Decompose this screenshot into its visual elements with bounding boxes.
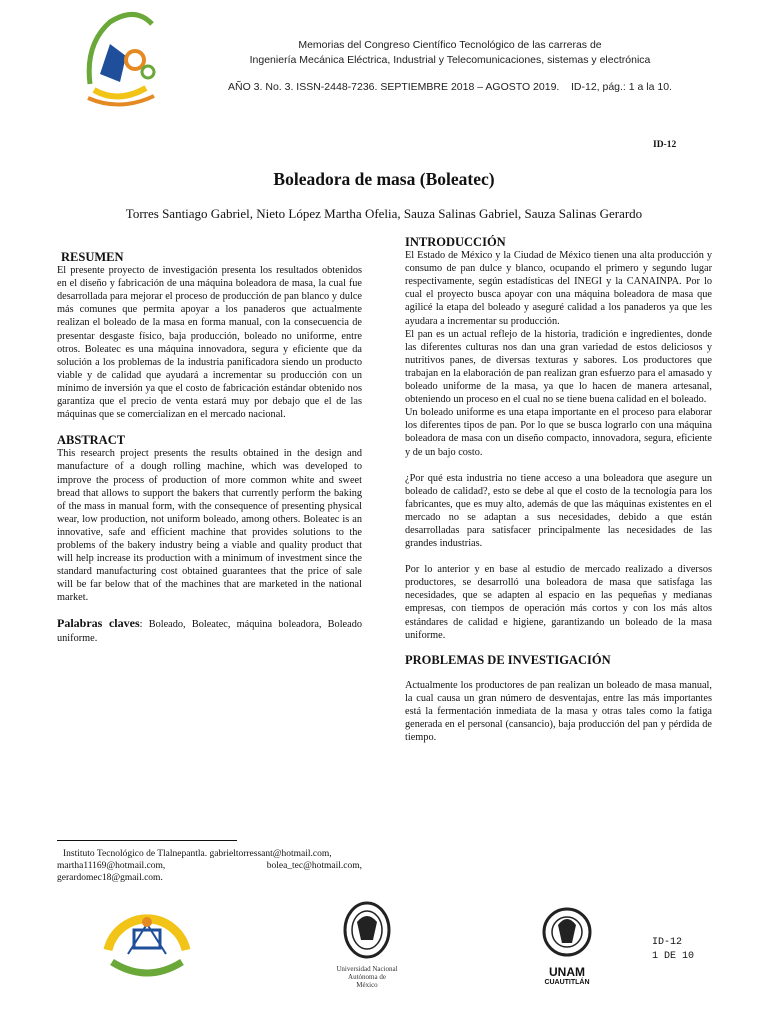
footnote-email-martha: martha11169@hotmail.com, <box>57 860 166 871</box>
header-line-3: AÑO 3. No. 3. ISSN-2448-7236. SEPTIEMBRE 2018 – AGOSTO 2019. ID-12, pág.: 1 a la 10. <box>228 81 672 93</box>
unam-seal-line-1: Universidad Nacional <box>336 965 398 973</box>
paper-id: ID-12 <box>653 140 677 150</box>
journal-header <box>170 38 730 95</box>
page-number: 1 DE 10 <box>652 951 695 962</box>
unam-seal-line-2: Autónoma de <box>348 973 386 981</box>
problems-heading: PROBLEMAS DE INVESTIGACIÓN <box>405 652 611 667</box>
intro-paragraph-1: El Estado de México y la Ciudad de México tienen una alta producción y consumo de pan dulce y blanco, ocupando el primero y segundo lugar respectivamente, según estadísticas del INEGI y la CANAINPA. Por lo cual el proyecto busca apoyar con una máquina boleadora de masa que agilicé la etapa del boleado y aseguré calidad a los panaderos ya que les ayudara a incrementar su producción. <box>405 250 712 327</box>
intro-heading: INTRODUCCIÓN <box>405 235 506 249</box>
unam-seal <box>328 900 406 992</box>
left-column <box>57 251 362 645</box>
cuautitlan-name: UNAM <box>549 965 585 979</box>
intro-paragraph-2: El pan es un actual reflejo de la historia, tradición e ingredientes, donde las diferentes culturas nos dan una gran variedad de estos deliciosos y nutritivos panes, de diversas texturas y sabores. Los productores que trabajan en la elaboración de pan realizan gran esfuerzo para el amasado y boleado uniforme de la masa, ya que lo hacen de manera artesanal, obteniendo un proceso en el cual no se tiene buena calidad en el boleado. <box>405 328 712 406</box>
abstract-text: This research project presents the results obtained in the design and manufacture of a dough rolling machine, which was developed to improve the process of production of more common white and sweet bread that allows to support the bakers that currently perform the baking of the mass in manual form, with the consequence of presenting physical wear, low production, not uniform boleado, among others. Boleatec is an innovative, safe and efficient machine that provides solutions to the problems of the bakery industry being a viable and quality product that will help increase its production with a minimum of investment since the standard manufacturing cost obtained guarantees that the price of sale will be far below that of the machines that are marketed in the national market. <box>57 448 362 604</box>
resumen-heading: RESUMEN <box>61 250 124 264</box>
footnote-line-2 <box>57 861 362 873</box>
cuautitlan-sub: CUAUTITLÁN <box>544 979 590 986</box>
footnote <box>57 849 362 884</box>
keywords-text: : Boleado, Boleatec, máquina boleadora, Boleado uniforme. <box>57 619 362 644</box>
paper-title: Boleadora de masa (Boleatec) <box>273 169 495 189</box>
page-id: ID-12 <box>652 937 683 948</box>
header-line-1: Memorias del Congreso Científico Tecnológico de las carreras de <box>298 39 602 51</box>
footnote-rule <box>57 840 237 841</box>
unam-seal-line-3: México <box>356 981 378 989</box>
intro-paragraph-3: Un boleado uniforme es una etapa importante en el proceso para elaborar los diferentes tipos de pan. Por lo que se busca lograrlo con una máquina boleadora de masa con un diseño compacto, innovadora, segura, eficiente y de un bajo costo. <box>405 407 712 458</box>
right-column <box>405 236 712 744</box>
paper-authors: Torres Santiago Gabriel, Nieto López Martha Ofelia, Sauza Salinas Gabriel, Sauza Salinas Gerardo <box>125 206 643 221</box>
lab-logo <box>98 892 196 987</box>
intro-paragraph-4: ¿Por qué esta industria no tiene acceso a una boleadora que asegure un boleado de calidad?, esto se debe al que el costo de la tecnología para los fabricantes, que es muy alto, además de que las máquinas existentes en el mercado no se adaptan a sus necesidades, debido a que están desarrolladas para satisfacer principalmente las necesidades de las grandes industrias. <box>405 472 712 550</box>
footnote-email-bolea: bolea_tec@hotmail.com, <box>266 860 362 871</box>
congress-logo <box>80 4 158 114</box>
resumen-text: El presente proyecto de investigación presenta los resultados obtenidos en el diseño y fabricación de una máquina boleadora de masa, la cual fue desarrollada para mejorar el proceso de producción de pan blanco y dulce más comunes que permita apoyar a los panaderos que actualmente realizan el boleado de la masa en forma manual, con la consecuencia de presentar desgaste físico, baja producción, boleado no uniforme, entre otros. Boleatec es una máquina innovadora, segura y eficiente que da solución a los problemas de la industria panificadora siendo un producto viable y de calidad que ayudará a incrementar su producción con un mínimo de inversión ya que el costo de fabricación estándar obtenido nos garantiza que el precio de venta estará muy por debajo que el de las máquinas que se comercializan en el mercado nacional. <box>57 265 362 421</box>
footnote-line-3: gerardomec18@gmail.com. <box>57 872 163 883</box>
footnote-line-1: Instituto Tecnológico de Tlalnepantla. gabrieltorressant@hotmail.com, <box>63 849 332 859</box>
problems-text: Actualmente los productores de pan realizan un boleado de masa manual, la cual causa un gran número de desventajas, entre las más importantes está la fermentación inmediata de la masa y otras tales como la fatiga generada en el personal (cansancio), baja producción del pan y pérdida de tiempo. <box>405 679 712 744</box>
intro-paragraph-5: Por lo anterior y en base al estudio de mercado realizado a diversos productores, se desarrolló una boleadora de masa que satisfaga las necesidades, que se adapten al espacio en las pequeñas y medianas empresas, con tiempos de operación más cortos y con los más altos estándares de calidad e higiene, garantizando un boleado de la masa uniforme. <box>405 564 712 641</box>
unam-cuautitlan-logo <box>536 905 598 987</box>
header-line-2: Ingeniería Mecánica Eléctrica, Industrial y Telecomunicaciones, sistemas y electrónica <box>249 54 651 66</box>
abstract-heading: ABSTRACT <box>57 433 126 448</box>
keywords-label: Palabras claves <box>57 616 140 631</box>
keywords <box>57 617 362 644</box>
page-marker <box>652 936 694 964</box>
